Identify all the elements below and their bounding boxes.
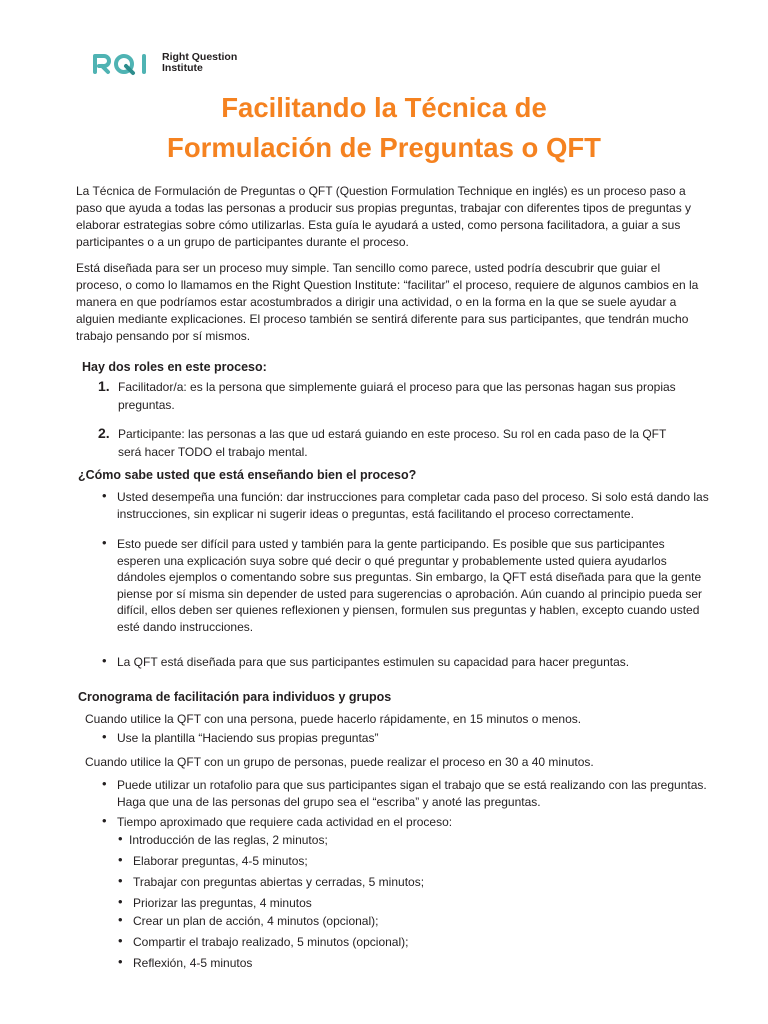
bullet-text: La QFT está diseñada para que sus participantes estimulen su capacidad para hacer preguntas.: [117, 655, 630, 669]
roles-heading: Hay dos roles en este proceso:: [82, 360, 267, 374]
role-text: Participante: las personas a las que ud estará guiando en este proceso. Su rol en cada paso de la QFT será hacer TODO el trabajo mental.: [118, 427, 667, 459]
time-item: [118, 913, 678, 930]
time-item-text: Compartir el trabajo realizado, 5 minutos (opcional);: [133, 935, 409, 949]
bullet-text: Usted desempeña una función: dar instrucciones para completar cada paso del proceso. Si solo está dando las instrucciones, sin explicar ni sugerir ideas o preguntas, está facilitando el proceso correctamente.: [117, 490, 709, 521]
bullet-dot: •: [118, 912, 123, 927]
time-item: [118, 895, 678, 912]
time-item-text: Reflexión, 4-5 minutos: [133, 956, 253, 970]
schedule-group-intro: Cuando utilice la QFT con un grupo de personas, puede realizar el proceso en 30 a 40 minutos.: [85, 755, 594, 769]
bullet-text: Puede utilizar un rotafolio para que sus participantes sigan el trabajo que se está realizando con las preguntas. Haga que una de las personas del grupo sea el “escriba” y anoté las preguntas.: [117, 778, 707, 809]
rqi-logo-mark: [92, 50, 154, 76]
schedule-group-bullet: [102, 777, 710, 810]
time-item-text: Priorizar las preguntas, 4 minutos: [133, 896, 312, 910]
time-item: [118, 934, 678, 951]
list-number: 2.: [98, 425, 110, 441]
bullet-dot: •: [102, 488, 107, 503]
bullet-dot: •: [102, 813, 107, 828]
bullet-text: Esto puede ser difícil para usted y también para la gente participando. Es posible que sus participantes esperen una explicación suya sobre qué decir o qué preguntar y probablemente usted quiera ayudarlos dándoles ejemplos o comentando sobre sus preguntas. Sin embargo, la QFT está diseñada para que la gente piense por sí misma sin depender de usted para sugerencias o aprobación. Aún cuando al principio pueda ser difícil, ellos deben ser quienes reflexionen y piensen, formulen sus preguntas y hablen, excepto cuando usted esté dando instrucciones.: [117, 537, 703, 634]
rqi-logo: [92, 50, 237, 76]
intro-paragraph-1: La Técnica de Formulación de Preguntas o QFT (Question Formulation Technique en inglés) es un proceso paso a paso que ayuda a todas las personas a producir sus propias preguntas, trabajar con diferentes tipos de preguntas y elaborar estrategias sobre cómo utilizarlas. Esta guía le ayudará a usted, como persona facilitadora, a guiar a sus participantes o a un grupo de participantes durante el proceso.: [76, 184, 692, 249]
bullet-text: Use la plantilla “Haciendo sus propias preguntas”: [117, 731, 379, 745]
role-text: Facilitador/a: es la persona que simplemente guiará el proceso para que las personas hagan sus propias preguntas.: [118, 380, 676, 412]
bullet-dot: •: [102, 535, 107, 550]
title-line2: Formulación de Preguntas o QFT: [167, 132, 601, 163]
how-bullet-1: [102, 489, 710, 522]
how-heading: ¿Cómo sabe usted que está enseñando bien el proceso?: [78, 468, 417, 482]
bullet-dot: •: [102, 653, 107, 668]
bullet-text: Tiempo aproximado que requiere cada actividad en el proceso:: [117, 815, 453, 829]
schedule-individual-intro: Cuando utilice la QFT con una persona, puede hacerlo rápidamente, en 15 minutos o menos.: [85, 712, 582, 726]
bullet-dot: •: [118, 873, 123, 888]
bullet-dot: •: [118, 933, 123, 948]
title-line1: Facilitando la Técnica de: [221, 92, 547, 123]
how-bullet-2: [102, 536, 710, 636]
time-item-text: Introducción de las reglas, 2 minutos;: [129, 833, 328, 847]
logo-line1: Right Question: [162, 51, 238, 63]
time-item: [118, 874, 678, 891]
time-item: [118, 955, 678, 972]
intro-paragraph-2: Está diseñada para ser un proceso muy simple. Tan sencillo como parece, usted podría descubrir que guiar el proceso, o como lo llamamos en the Right Question Institute: “facilitar” el proceso, requiere de algunos cambios en la manera en que podríamos estar acostumbrados a dirigir una actividad, o en la forma en la que se suele ayudar a alguien mediante explicaciones. El proceso también se sentirá diferente para sus participantes, que tendrán mucho trabajo pensando por sí mismos.: [76, 261, 699, 343]
bullet-dot: •: [118, 954, 123, 969]
bullet-dot: •: [102, 776, 107, 791]
time-item-text: Trabajar con preguntas abiertas y cerradas, 5 minutos;: [133, 875, 425, 889]
bullet-dot: •: [118, 852, 123, 867]
how-bullet-3: [102, 654, 710, 671]
time-item: [118, 832, 678, 849]
role-item-participant: [98, 425, 668, 461]
schedule-time-bullet: [102, 814, 722, 831]
role-item-facilitator: [98, 378, 698, 414]
time-item: [118, 853, 678, 870]
list-number: 1.: [98, 378, 110, 394]
schedule-heading: Cronograma de facilitación para individuos y grupos: [78, 690, 392, 704]
bullet-dot: •: [118, 894, 123, 909]
bullet-dot: •: [102, 729, 107, 744]
logo-line2: Institute: [162, 62, 203, 74]
time-item-text: Elaborar preguntas, 4-5 minutos;: [133, 854, 308, 868]
logo-wordmark: [162, 52, 237, 74]
schedule-individual-bullet: [102, 730, 722, 747]
bullet-dot: •: [118, 831, 123, 846]
page-title: [0, 88, 768, 168]
time-item-text: Crear un plan de acción, 4 minutos (opcional);: [133, 914, 379, 928]
